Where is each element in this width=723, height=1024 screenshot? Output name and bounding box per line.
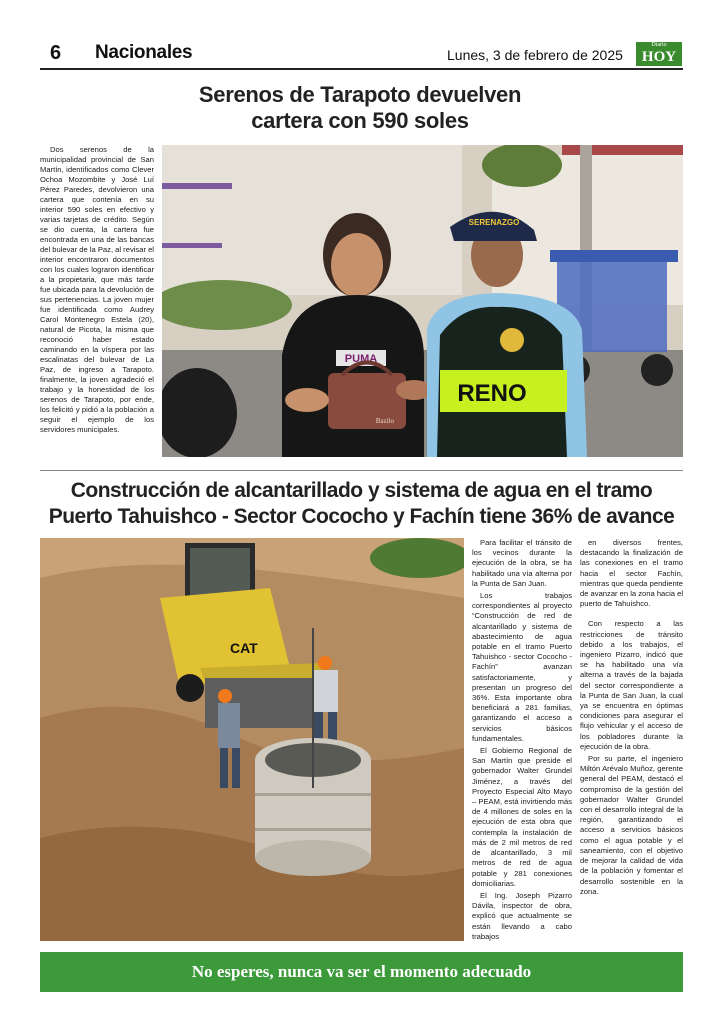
vest-text: RENO	[457, 380, 527, 407]
article1-photo	[162, 145, 683, 457]
section-title: Nacionales	[95, 42, 193, 63]
header-rule	[40, 68, 683, 70]
article2-column1	[472, 538, 572, 944]
serenos-photo-illustration	[162, 145, 683, 457]
issue-date: Lunes, 3 de febrero de 2025	[447, 47, 623, 63]
article1-headline	[150, 82, 570, 134]
paragraph: Para facilitar el tránsito de los vecinos durante la ejecución de la obra, se ha habilitado una vía alterna por la Punta de San Juan.	[472, 538, 572, 588]
section-divider	[40, 470, 683, 471]
construction-photo-illustration	[40, 538, 464, 941]
article2-headline-line2: Puerto Tahuishco - Sector Cococho y Fachín tiene 36% de avance	[48, 505, 675, 528]
paragraph: Con respecto a las restricciones de tránsito debido a los trabajos, el ingeniero Pizarro, indicó que se ha habilitado una vía alterna a través de la bajada del sector correspondiente a la Punta de San Juan, la cual ya se encuentra en óptimas condiciones para asegurar el flujo vehicular y el acceso de los pobladores durante la ejecución de la obra.	[580, 619, 683, 751]
footer-banner: No esperes, nunca va ser el momento adecuado	[40, 952, 683, 992]
newspaper-logo	[636, 42, 682, 66]
article1-headline-line1: Serenos de Tarapoto devuelven	[198, 82, 522, 107]
logo-small-text: Diario	[651, 42, 667, 48]
shirt-logo: PUMA	[344, 353, 378, 365]
article1-headline-line2: cartera con 590 soles	[251, 108, 469, 133]
article2-headline	[40, 478, 683, 530]
article2-photo	[40, 538, 464, 941]
machine-logo: CAT	[230, 640, 258, 656]
bag-label: Bazilo	[375, 417, 394, 425]
article1-body: Dos serenos de la municipalidad provincial de San Martín, identificados como Clever Ochoa Mozombite y José Luí Pérez Paredes, devolvieron una cartera que contenía en su interior 590 soles en efectivo y varias tarjetas de crédito. Según se dio cuenta, la cartera fue encontrada en una de las bancas del bulevar de la Paz, al revisar el interior encontraron documentos con los cuales lograron identificar a la propietaria, que más tarde fue ubicada para la devolución de sus pertenencias. La joven mujer fue identificada como Audrey Carol Montenegro Estela (20), natural de Picota, la misma que reconoció haber estado caminando en la víspera por las escalinatas del bulevar de La Paz, de ingreso a Tarapoto. finalmente, la joven agradeció el trabajo y la honestidad de los serenos de Tarapoto, por ende, los felicitó y pidió a la población a seguir el ejemplo de los servidores municipales.	[40, 145, 154, 434]
article2-column2	[580, 538, 683, 899]
paragraph: El Ing. Joseph Pizarro Dávila, inspector de obra, explicó que actualmente se están llevando a cabo trabajos	[472, 890, 572, 941]
paragraph: El Gobierno Regional de San Martín que preside el gobernador Walter Grundel Jiménez, a través del Proyecto Especial Alto Mayo – PEAM, está invirtiendo más de 4 millones de soles en la ejecución de esta obra que contempla la instalación de más de 2 mil metros de red de alcantarillado, 3 mil metros de red de agua potable y 281 conexiones domiciliarias.	[472, 746, 572, 888]
paragraph: en diversos frentes, destacando la finalización de las conexiones en el tramo hacia el sector Fachín, mientras que queda pendiente de avanzar en la zona hacia el puerto de Tahuishco.	[580, 538, 684, 609]
cap-text: SERENAZGO	[468, 218, 520, 227]
article2-headline-line1: Construcción de alcantarillado y sistema de agua en el tramo	[70, 479, 653, 502]
logo-big-text: HOY	[641, 49, 677, 65]
paragraph: Los trabajos correspondientes al proyecto “Construcción de red de alcantarillado y sistema de abastecimiento de agua potable en el tramo Puerto Tahuishco - sector Cococho - Fachín” avanzan satisfactoriamente, y presentan un progreso del 36%. Esta importante obra beneficiará a 281 familias, garantizando el acceso a servicios básicos fundamentales.	[472, 591, 572, 743]
page-number: 6	[50, 42, 62, 64]
paragraph: Por su parte, el ingeniero Miltón Arévalo Muñoz, gerente general del PEAM, destacó el compromiso de la gestión del gobernador Walter Grundel con el desarrollo integral de la región, garantizando el acceso a servicios básicos como el agua potable y el saneamiento, con el objetivo de mejorar la calidad de vida de la población y fomentar el desarrollo sostenible en la zona.	[580, 754, 683, 896]
